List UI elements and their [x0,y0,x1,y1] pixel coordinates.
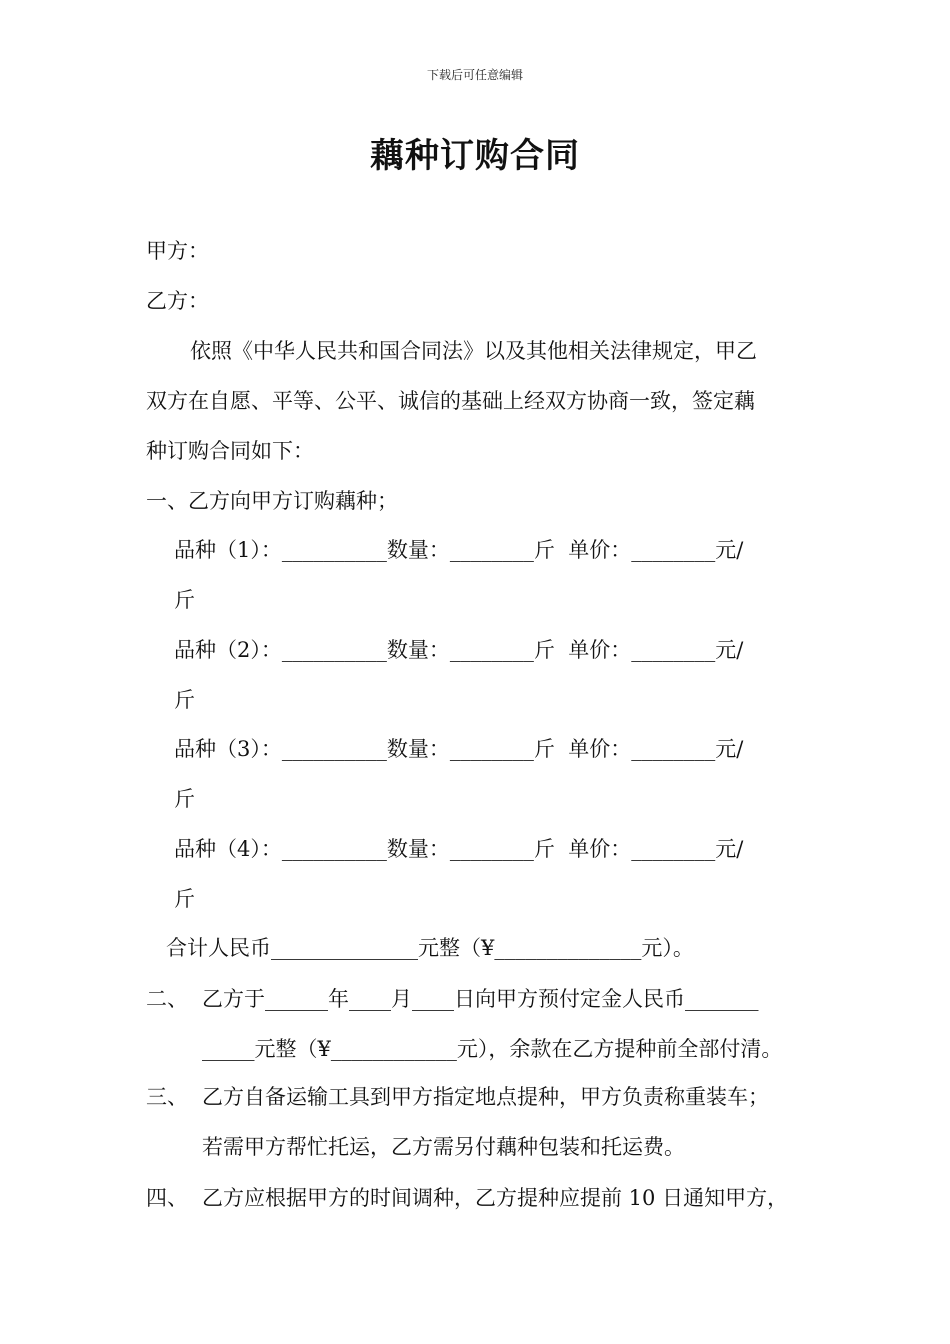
clause-3-number: 三、 [146,1085,188,1109]
variety-4-unit: 斤 [174,887,195,911]
clause-4-number: 四、 [146,1186,188,1210]
preamble-line-1: 依照《中华人民共和国合同法》以及其他相关法律规定，甲乙 [190,339,757,363]
clause-3-line-2: 若需甲方帮忙托运，乙方需另付藕种包装和托运费。 [202,1135,685,1159]
clause-2-line-1: 乙方于______年____月____日向甲方预付定金人民币_______ [202,987,759,1011]
clause-2-line-2: _____元整（¥____________元），余款在乙方提种前全部付清。 [202,1037,783,1061]
variety-1-unit: 斤 [174,588,195,612]
header-note: 下载后可任意编辑 [426,68,523,82]
variety-2-line: 品种（2）：__________数量：________斤 单价：________元/ [174,638,744,662]
variety-1-line: 品种（1）：__________数量：________斤 单价：________元/ [174,538,744,562]
party-a-label: 甲方： [146,239,209,263]
variety-3-line: 品种（3）：__________数量：________斤 单价：________元/ [174,737,744,761]
preamble-line-2: 双方在自愿、平等、公平、诚信的基础上经双方协商一致，签定藕 [146,389,755,413]
variety-4-line: 品种（4）：__________数量：________斤 单价：________元/ [174,837,744,861]
preamble-line-3: 种订购合同如下： [146,439,314,463]
document-title: 藕种订购合同 [370,136,580,176]
variety-3-unit: 斤 [174,787,195,811]
party-b-label: 乙方： [146,289,209,313]
clause-1-heading: 一、乙方向甲方订购藕种； [146,489,398,513]
clause-4-line-1: 乙方应根据甲方的时间调种，乙方提种应提前 10 日通知甲方， [202,1186,789,1210]
clause-3-line-1: 乙方自备运输工具到甲方指定地点提种，甲方负责称重装车； [202,1085,769,1109]
variety-2-unit: 斤 [174,688,195,712]
clause-2-number: 二、 [146,987,188,1011]
total-amount-line: 合计人民币______________元整（¥______________元）。 [166,936,694,960]
